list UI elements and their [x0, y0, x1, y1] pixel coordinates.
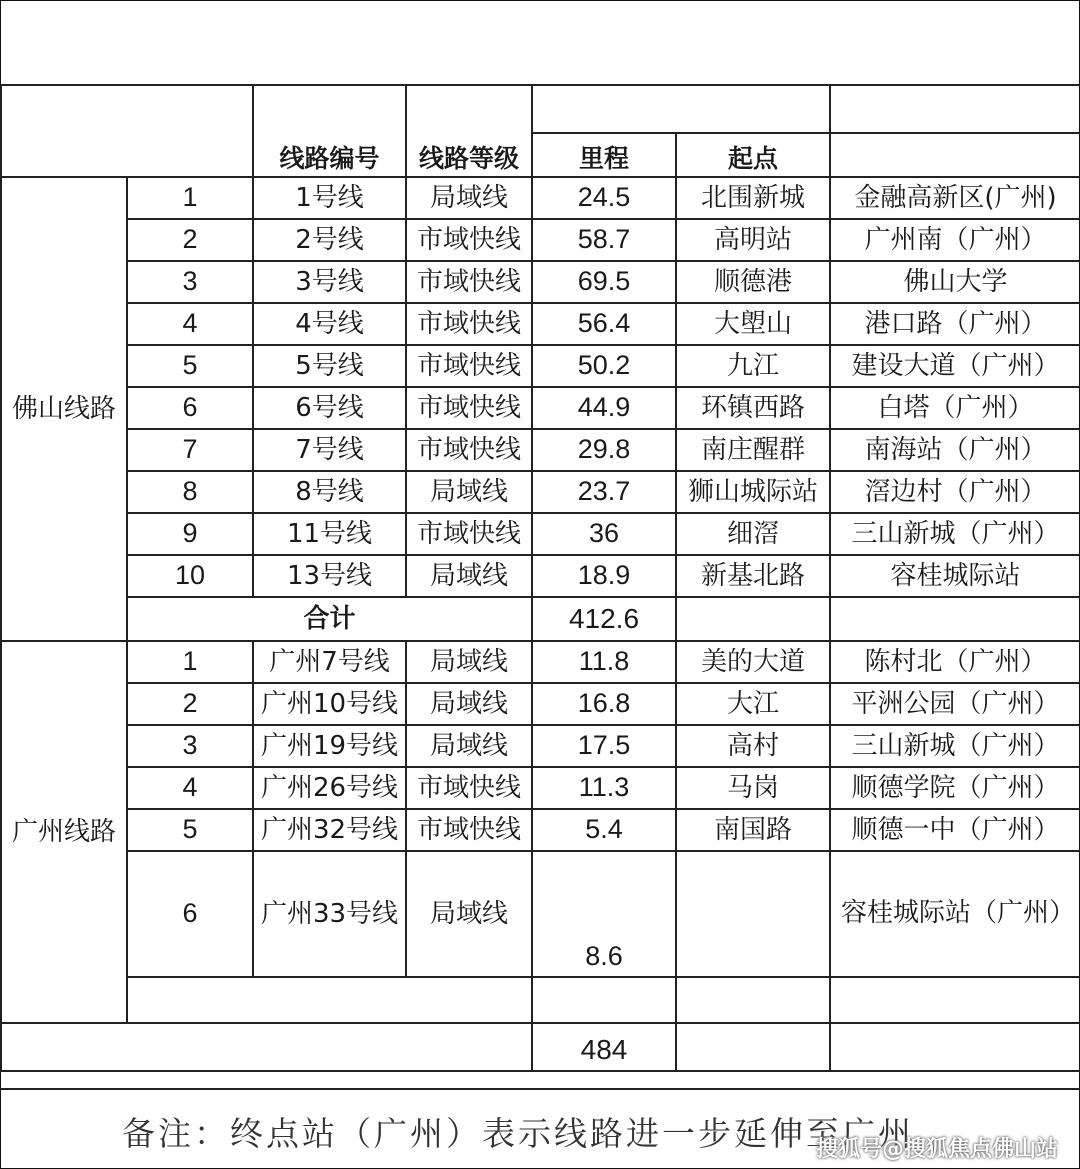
end-station: 顺德一中（广州）: [830, 809, 1080, 851]
line-grade: 局域线: [406, 725, 532, 767]
mileage: 29.8: [532, 429, 676, 471]
table-row: [1, 429, 1080, 471]
watermark: 搜狐号@搜狐焦点佛山站: [815, 1137, 1058, 1162]
table-row: [1, 513, 1080, 555]
header-line-grade: 线路等级: [406, 85, 532, 177]
end-station: 陈村北（广州）: [830, 641, 1080, 683]
header-blank: [1, 85, 253, 177]
line-number: 7号线: [253, 429, 406, 471]
mileage: 69.5: [532, 261, 676, 303]
line-number: 11号线: [253, 513, 406, 555]
header-mileage: 里程: [532, 133, 676, 177]
end-station: 容桂城际站（广州）: [830, 851, 1080, 977]
line-grade: 局域线: [406, 555, 532, 597]
line-grade: 市域快线: [406, 345, 532, 387]
mileage: 24.5: [532, 177, 676, 219]
start-station: [676, 851, 830, 977]
line-grade: 市域快线: [406, 387, 532, 429]
blank-cell: [676, 977, 830, 1023]
end-station: 港口路（广州）: [830, 303, 1080, 345]
header-end-blank: [830, 133, 1080, 177]
table-row: [1, 177, 1080, 219]
row-index: 1: [127, 177, 253, 219]
blank-cell: [830, 977, 1080, 1023]
mileage: 50.2: [532, 345, 676, 387]
line-number: 1号线: [253, 177, 406, 219]
line-number: 4号线: [253, 303, 406, 345]
line-number: 广州32号线: [253, 809, 406, 851]
grand-total-blank-end: [830, 1023, 1080, 1071]
mileage: 11.8: [532, 641, 676, 683]
line-grade: 市域快线: [406, 429, 532, 471]
mileage: 18.9: [532, 555, 676, 597]
header-line-no: 线路编号: [253, 85, 406, 177]
line-number: 6号线: [253, 387, 406, 429]
end-station: 顺德学院（广州）: [830, 767, 1080, 809]
start-station: 南庄醒群: [676, 429, 830, 471]
line-grade: 市域快线: [406, 809, 532, 851]
grand-total-label-blank: [1, 1023, 532, 1071]
end-station: 三山新城（广州）: [830, 725, 1080, 767]
line-grade: 市域快线: [406, 261, 532, 303]
mileage: 58.7: [532, 219, 676, 261]
line-number: 13号线: [253, 555, 406, 597]
row-index: 5: [127, 345, 253, 387]
start-station: 南国路: [676, 809, 830, 851]
blank-row: [1, 977, 1080, 1023]
end-station: 金融高新区(广州): [830, 177, 1080, 219]
table-row: [1, 345, 1080, 387]
table-row: [1, 725, 1080, 767]
line-grade: 市域快线: [406, 767, 532, 809]
line-number: 广州33号线: [253, 851, 406, 977]
grand-total-row: [1, 1023, 1080, 1071]
end-station: 建设大道（广州）: [830, 345, 1080, 387]
mileage: 23.7: [532, 471, 676, 513]
line-grade: 局域线: [406, 641, 532, 683]
table-row: [1, 261, 1080, 303]
start-station: 大塱山: [676, 303, 830, 345]
row-index: 8: [127, 471, 253, 513]
mileage: 56.4: [532, 303, 676, 345]
metro-lines-table: [0, 84, 1080, 1072]
line-number: 广州26号线: [253, 767, 406, 809]
table-row: [1, 767, 1080, 809]
table-row: [1, 387, 1080, 429]
subtotal-row: [1, 597, 1080, 641]
line-grade: 局域线: [406, 471, 532, 513]
table-row: [1, 471, 1080, 513]
line-number: 广州10号线: [253, 683, 406, 725]
table-row: [1, 683, 1080, 725]
end-station: 广州南（广州）: [830, 219, 1080, 261]
mileage: 11.3: [532, 767, 676, 809]
row-index: 9: [127, 513, 253, 555]
line-grade: 局域线: [406, 683, 532, 725]
subtotal-label: 合计: [127, 597, 532, 641]
row-index: 3: [127, 261, 253, 303]
line-grade: 市域快线: [406, 513, 532, 555]
mileage: 5.4: [532, 809, 676, 851]
grand-total-blank-start: [676, 1023, 830, 1071]
mileage: 36: [532, 513, 676, 555]
row-index: 10: [127, 555, 253, 597]
start-station: 马岗: [676, 767, 830, 809]
table-row: [1, 219, 1080, 261]
line-number: 2号线: [253, 219, 406, 261]
start-station: 大江: [676, 683, 830, 725]
header-start: 起点: [676, 133, 830, 177]
end-station: 三山新城（广州）: [830, 513, 1080, 555]
table-row: [1, 641, 1080, 683]
start-station: 北围新城: [676, 177, 830, 219]
table-row: [1, 555, 1080, 597]
start-station: 顺德港: [676, 261, 830, 303]
header-blank-top-right: [830, 85, 1080, 133]
row-index: 6: [127, 387, 253, 429]
row-index: 2: [127, 683, 253, 725]
group-label-foshan: 佛山线路: [1, 177, 127, 641]
mileage: 44.9: [532, 387, 676, 429]
row-index: 4: [127, 767, 253, 809]
mileage: 16.8: [532, 683, 676, 725]
header-row-top: [1, 85, 1080, 133]
line-number: 8号线: [253, 471, 406, 513]
start-station: 狮山城际站: [676, 471, 830, 513]
line-number: 3号线: [253, 261, 406, 303]
start-station: 新基北路: [676, 555, 830, 597]
start-station: 九江: [676, 345, 830, 387]
row-index: 7: [127, 429, 253, 471]
line-grade: 市域快线: [406, 303, 532, 345]
subtotal-value: 412.6: [532, 597, 676, 641]
table-row: [1, 809, 1080, 851]
blank-cell: [532, 977, 676, 1023]
start-station: 环镇西路: [676, 387, 830, 429]
mileage: 17.5: [532, 725, 676, 767]
start-station: 美的大道: [676, 641, 830, 683]
note-text: 备注：终点站（广州）表示线路进一步延伸至广州: [122, 1114, 914, 1153]
header-blank-top: [532, 85, 830, 133]
line-number: 5号线: [253, 345, 406, 387]
title-band: [0, 0, 1080, 86]
mileage: 8.6: [532, 851, 676, 977]
line-number: 广州19号线: [253, 725, 406, 767]
start-station: 高村: [676, 725, 830, 767]
line-number: 广州7号线: [253, 641, 406, 683]
end-station: 南海站（广州）: [830, 429, 1080, 471]
subtotal-blank-end: [830, 597, 1080, 641]
end-station: 白塔（广州）: [830, 387, 1080, 429]
blank-cell: [127, 977, 532, 1023]
row-index: 4: [127, 303, 253, 345]
line-grade: 市域快线: [406, 219, 532, 261]
table-row: [1, 303, 1080, 345]
group-label-guangzhou: 广州线路: [1, 641, 127, 1023]
end-station: 佛山大学: [830, 261, 1080, 303]
row-index: 2: [127, 219, 253, 261]
end-station: 容桂城际站: [830, 555, 1080, 597]
row-index: 1: [127, 641, 253, 683]
row-index: 6: [127, 851, 253, 977]
start-station: 细滘: [676, 513, 830, 555]
row-index: 5: [127, 809, 253, 851]
table-row: [1, 851, 1080, 977]
line-grade: 局域线: [406, 851, 532, 977]
subtotal-blank-start: [676, 597, 830, 641]
end-station: 平洲公园（广州）: [830, 683, 1080, 725]
row-index: 3: [127, 725, 253, 767]
line-grade: 局域线: [406, 177, 532, 219]
start-station: 高明站: [676, 219, 830, 261]
end-station: 滘边村（广州）: [830, 471, 1080, 513]
grand-total-value: 484: [532, 1023, 676, 1071]
